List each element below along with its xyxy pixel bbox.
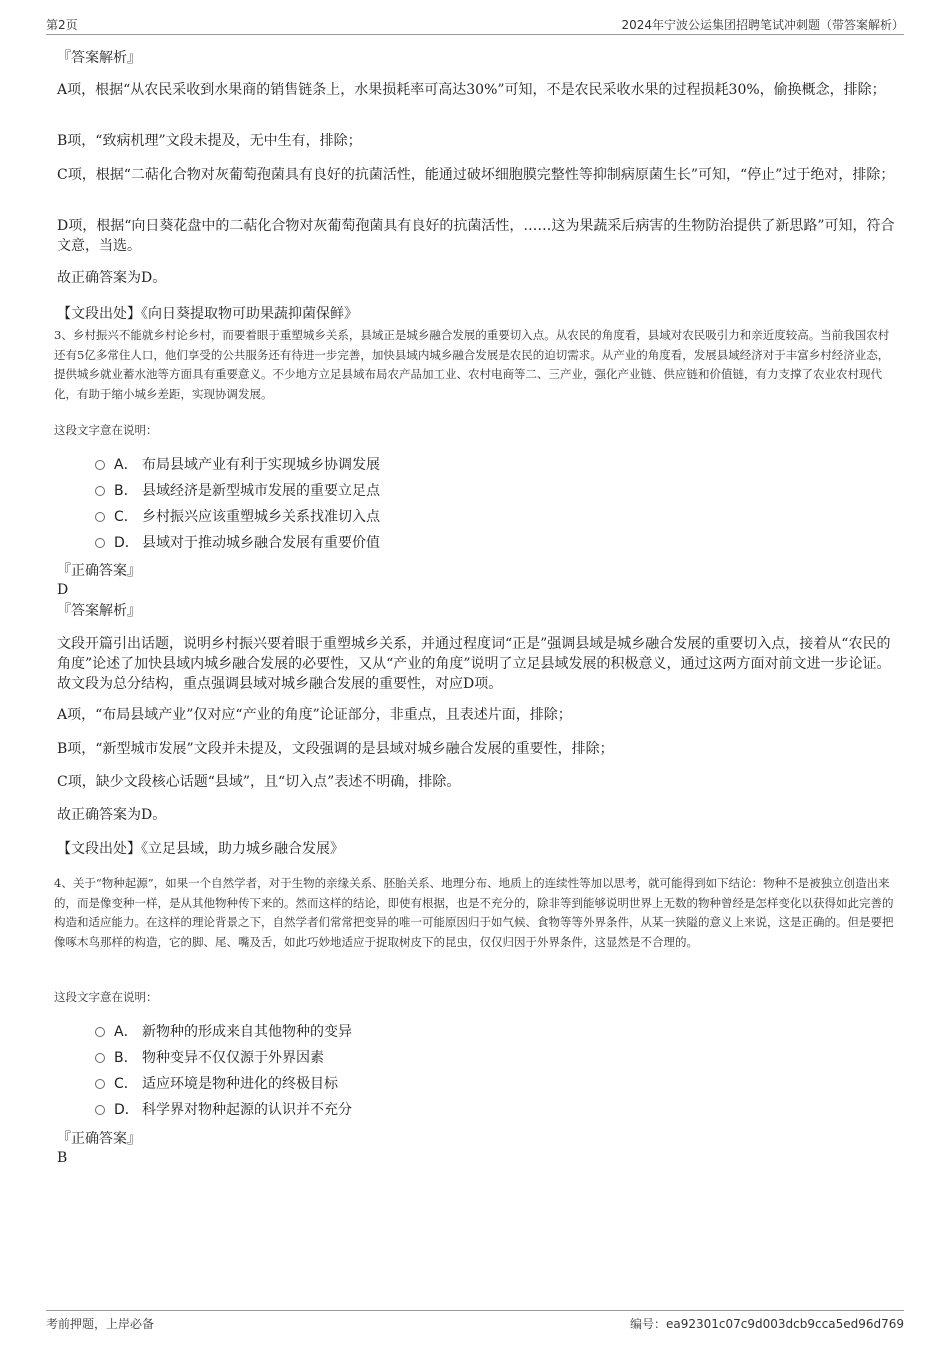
radio-icon[interactable] [95, 512, 105, 522]
question-4-option-b[interactable]: B． 物种变异不仅仅源于外界因素 [95, 1048, 324, 1068]
question-4-prompt: 这段文字意在说明： [54, 990, 158, 1004]
source-citation: 【文段出处】《立足县域，助力城乡融合发展》 [57, 841, 344, 857]
analysis-paragraph: A项，“布局县域产业”仅对应“产业的角度”论证部分，非重点，且表述片面，排除； [57, 707, 572, 723]
analysis-label: 『答案解析』 [57, 603, 141, 619]
radio-icon[interactable] [95, 1105, 105, 1115]
correct-answer: D [57, 582, 69, 598]
page-number: 第2页 [46, 18, 78, 32]
radio-icon[interactable] [95, 1053, 105, 1063]
question-4-option-d[interactable]: D． 科学界对物种起源的认识并不充分 [95, 1100, 352, 1120]
question-4-option-c[interactable]: C． 适应环境是物种进化的终极目标 [95, 1074, 338, 1094]
source-citation: 【文段出处】《向日葵提取物可助果蔬抑菌保鲜》 [57, 306, 358, 322]
question-3-option-b[interactable]: B． 县域经济是新型城市发展的重要立足点 [95, 481, 380, 501]
analysis-paragraph: 文段开篇引出话题，说明乡村振兴要着眼于重塑城乡关系，并通过程度词“正是”强调县域是城乡融合发展的重要切入点，接着从“农民的角度”论述了加快县域内城乡融合发展的必要性，又从“产业的角度”说明了立足县域发展的积极意义，通过这两方面对前文进一步论证。故文段为总分结构，重点强调县域对城乡融合发展的重要性，对应D项。 [57, 636, 891, 692]
page-header [46, 14, 904, 35]
analysis-label: 『答案解析』 [57, 50, 141, 66]
question-4-option-a[interactable]: A． 新物种的形成来自其他物种的变异 [95, 1022, 352, 1042]
document-id: 编号：ea92301c07c9d003dcb9cca5ed96d769 [630, 1317, 904, 1331]
answer-conclusion: 故正确答案为D。 [57, 270, 167, 286]
analysis-paragraph: B项，“致病机理”文段未提及，无中生有，排除； [57, 133, 362, 149]
correct-answer-label: 『正确答案』 [57, 563, 141, 579]
radio-icon[interactable] [95, 486, 105, 496]
answer-conclusion: 故正确答案为D。 [57, 807, 167, 823]
footer-slogan: 考前押题，上岸必备 [46, 1317, 155, 1331]
analysis-paragraph: C项，根据“二萜化合物对灰葡萄孢菌具有良好的抗菌活性，能通过破坏细胞膜完整性等抑制病原菌生长”可知，“停止”过于绝对，排除； [57, 167, 895, 183]
question-3-prompt: 这段文字意在说明： [54, 423, 158, 437]
correct-answer-label: 『正确答案』 [57, 1131, 141, 1147]
question-3-option-d[interactable]: D． 县域对于推动城乡融合发展有重要价值 [95, 533, 380, 553]
correct-answer: B [57, 1150, 68, 1166]
question-3-option-c[interactable]: C． 乡村振兴应该重塑城乡关系找准切入点 [95, 507, 380, 527]
page-footer [46, 1310, 904, 1331]
analysis-paragraph: A项，根据“从农民采收到水果商的销售链条上，水果损耗率可高达30%”可知，不是农民采收水果的过程损耗30%，偷换概念，排除； [57, 82, 886, 98]
radio-icon[interactable] [95, 1027, 105, 1037]
analysis-paragraph: B项，“新型城市发展”文段并未提及，文段强调的是县域对城乡融合发展的重要性，排除； [57, 741, 614, 757]
document-title: 2024年宁波公运集团招聘笔试冲刺题（带答案解析） [621, 18, 904, 32]
analysis-paragraph: D项，根据“向日葵花盘中的二萜化合物对灰葡萄孢菌具有良好的抗菌活性，……这为果蔬采后病害的生物防治提供了新思路”可知，符合文意，当选。 [57, 218, 895, 254]
question-3-option-a[interactable]: A． 布局县域产业有利于实现城乡协调发展 [95, 455, 380, 475]
radio-icon[interactable] [95, 538, 105, 548]
question-4-text: 4、关于“物种起源”，如果一个自然学者，对于生物的亲缘关系、胚胎关系、地理分布、地质上的连续性等加以思考，就可能得到如下结论：物种不是被独立创造出来的，而是像变种一样，是从其他物种传下来的。然而这样的结论，即使有根据，也是不充分的，除非等到能够说明世界上无数的物种曾经是怎样变化以获得如此完善的构造和适应能力。在这样的理论背景之下，自然学者们常常把变异的唯一可能原因归于如气候、食物等等外界条件，从某一狭隘的意义上来说，这是正确的。但是要把像啄木鸟那样的构造，它的脚、尾、嘴及舌，如此巧妙地适应于捉取树皮下的昆虫，仅仅归因于外界条件，这显然是不合理的。 [54, 876, 894, 949]
radio-icon[interactable] [95, 1079, 105, 1089]
question-3-text: 3、乡村振兴不能就乡村论乡村，而要着眼于重塑城乡关系，县域正是城乡融合发展的重要切入点。从农民的角度看，县域对农民吸引力和亲近度较高。当前我国农村还有5亿多常住人口，他们享受的公共服务还有待进一步完善，加快县域内城乡融合发展是农民的迫切需求。从产业的角度看，发展县域经济对于丰富乡村经济业态，提供城乡就业蓄水池等方面具有重要意义。不少地方立足县域布局农产品加工业、农村电商等二、三产业，强化产业链、供应链和价值链，有力支撑了农业农村现代化，有助于缩小城乡差距，实现协调发展。 [54, 328, 890, 401]
analysis-paragraph: C项，缺少文段核心话题“县域”，且“切入点”表述不明确，排除。 [57, 774, 461, 790]
radio-icon[interactable] [95, 460, 105, 470]
